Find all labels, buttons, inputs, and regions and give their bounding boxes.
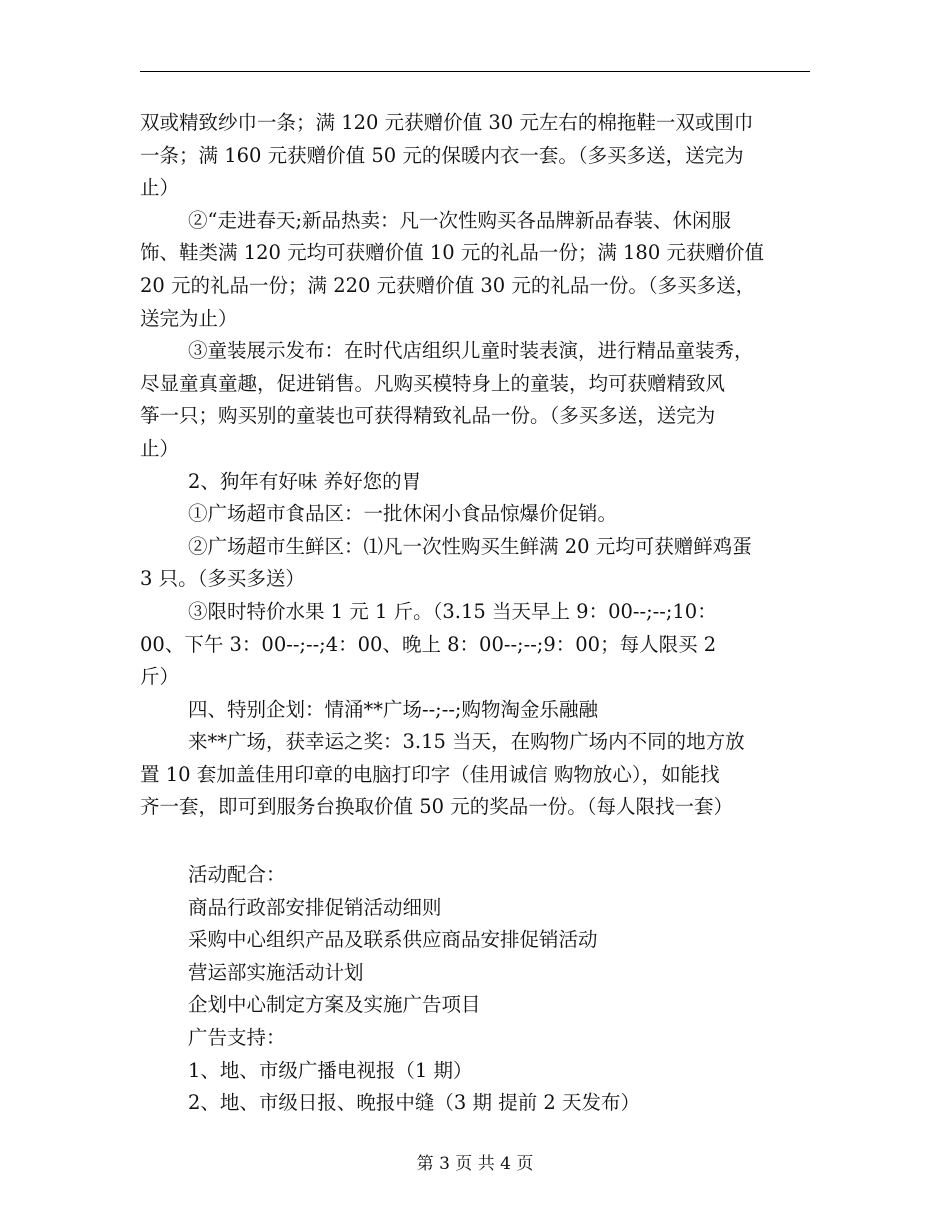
list-item: 2、地、市级日报、晚报中缝（3 期 提前 2 天发布） (188, 1091, 641, 1115)
list-heading: 活动配合： (188, 863, 286, 887)
list-item: 1、地、市级广播电视报（1 期） (188, 1058, 473, 1082)
text-line: 齐一套，即可到服务台换取价值 50 元的奖品一份。（每人限找一套） (140, 795, 733, 819)
text-line: 00、下午 3：00--;--;4：00、晚上 8：00--;--;9：00；每人限买 2 (140, 632, 717, 656)
list-item: 营运部实施活动计划 (188, 960, 364, 984)
text-line: 20 元的礼品一份；满 220 元获赠价值 30 元的礼品一份。（多买多送， (140, 273, 756, 297)
text-line: 尽显童真童趣，促进销售。凡购买模特身上的童装，均可获赠精致风 (140, 371, 726, 395)
body-text (140, 107, 812, 1120)
text-line: 饰、鞋类满 120 元均可获赠价值 10 元的礼品一份；满 180 元获赠价值 (140, 241, 764, 265)
list-item: 企划中心制定方案及实施广告项目 (188, 993, 481, 1017)
text-line: ②广场超市生鲜区：⑴凡一次性购买生鲜满 20 元均可获赠鲜鸡蛋 (188, 534, 752, 558)
text-line: 置 10 套加盖佳用印章的电脑打印字（佳用诚信 购物放心），如能找 (140, 762, 720, 786)
text-line: 斤） (140, 665, 180, 689)
text-line: 止） (140, 176, 180, 200)
text-line: ①广场超市食品区：一批休闲小食品惊爆价促销。 (188, 502, 618, 526)
section-heading: 四、特别企划：情涌**广场--;--;购物淘金乐融融 (188, 697, 598, 721)
text-line: 止） (140, 436, 180, 460)
text-line: 3 只。（多买多送） (140, 567, 305, 591)
paragraph-gap (140, 824, 812, 859)
text-line: 来**广场，获幸运之奖：3.15 当天，在购物广场内不同的地方放 (188, 730, 745, 754)
page-number-footer: 第 3 页 共 4 页 (416, 1154, 534, 1174)
text-line: 双或精致纱巾一条；满 120 元获赠价值 30 元左右的棉拖鞋一双或围巾 (140, 111, 754, 134)
text-line: 一条；满 160 元获赠价值 50 元的保暖内衣一套。（多买多送，送完为 (140, 143, 744, 167)
text-line: ②“走进春天;新品热卖：凡一次性购买各品牌新品春装、休闲服 (188, 208, 732, 232)
section-heading: 2、狗年有好味 养好您的胃 (188, 469, 422, 493)
text-line: ③限时特价水果 1 元 1 斤。（3.15 当天早上 9：00--;--;10： (188, 599, 717, 623)
text-line: ③童装展示发布：在时代店组织儿童时装表演，进行精品童装秀， (188, 339, 754, 363)
header-rule (140, 71, 810, 72)
text-line: 送完为止） (140, 306, 238, 330)
list-item: 采购中心组织产品及联系供应商品安排促销活动 (188, 928, 598, 952)
list-item: 商品行政部安排促销活动细则 (188, 895, 442, 919)
list-heading: 广告支持： (188, 1026, 286, 1050)
text-line: 筝一只；购买别的童装也可获得精致礼品一份。（多买多送，送完为 (140, 404, 716, 428)
